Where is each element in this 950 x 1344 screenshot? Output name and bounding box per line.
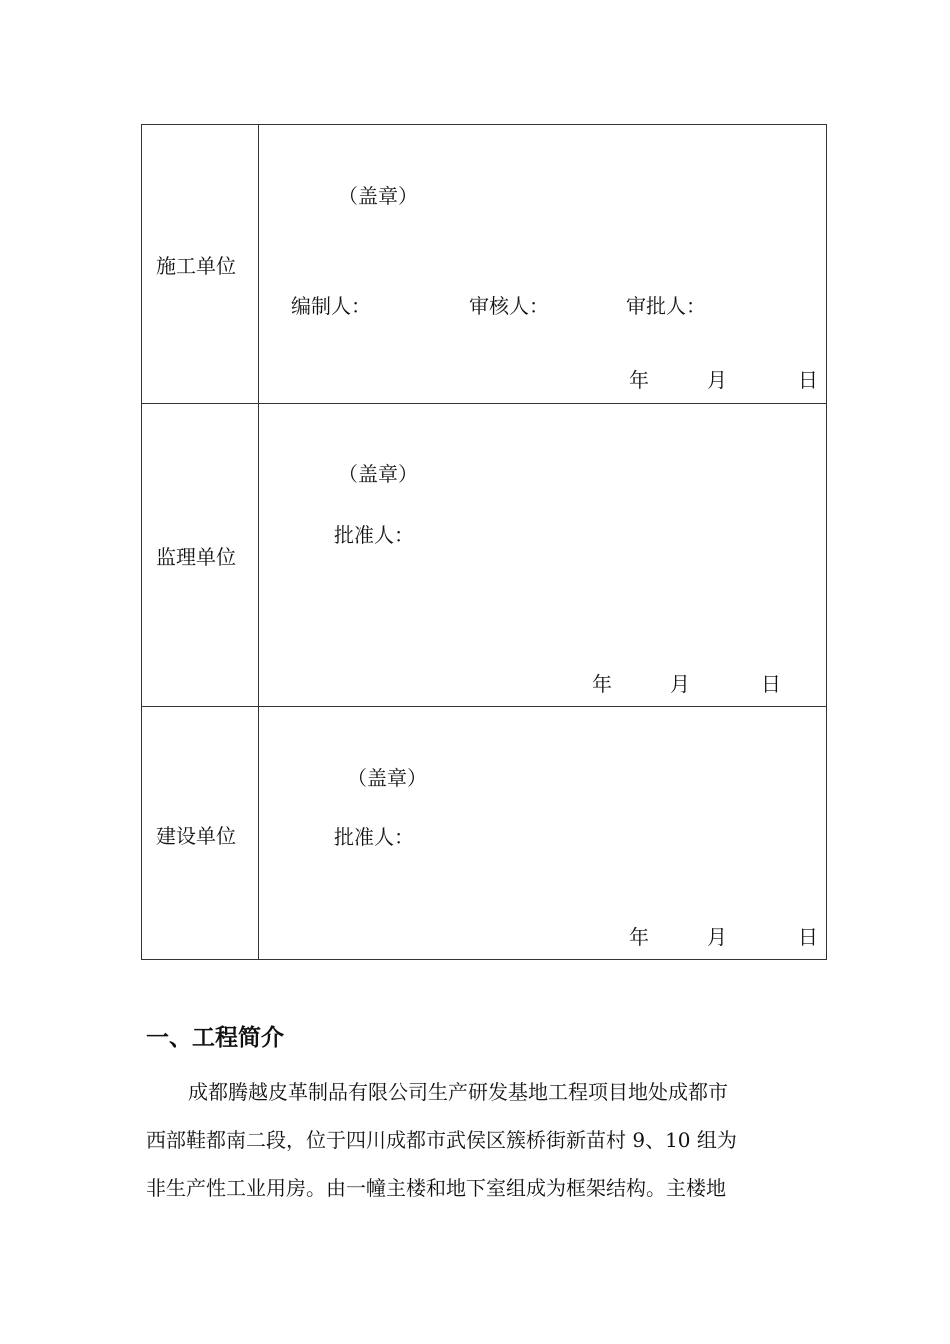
owner-year: 年 [629,925,649,949]
construction-seal: （盖章） [338,184,418,208]
owner-unit-label: 建设单位 [156,824,236,848]
row-divider [142,706,826,707]
reviewer-label: 审核人： [469,294,549,318]
project-intro-paragraph [146,1068,806,1212]
row-divider [142,403,826,404]
paragraph-line: 西部鞋都南二段，位于四川成都市武侯区簇桥街新苗村 9、10 组为 [146,1128,737,1152]
approval-table [141,124,827,960]
compiler-label: 编制人： [291,294,371,318]
construction-month: 月 [707,368,727,392]
construction-year: 年 [629,368,649,392]
supervision-year: 年 [592,672,612,696]
paragraph-line: 非生产性工业用房。由一幢主楼和地下室组成为框架结构。主楼地 [146,1176,726,1200]
construction-day: 日 [798,368,818,392]
supervision-seal: （盖章） [338,462,418,486]
supervision-unit-label: 监理单位 [156,545,236,569]
supervision-approver-label: 批准人： [334,523,414,547]
column-divider [258,125,259,959]
paragraph-line: 成都腾越皮革制品有限公司生产研发基地工程项目地处成都市 [188,1080,728,1104]
owner-month: 月 [707,925,727,949]
construction-unit-label: 施工单位 [156,254,236,278]
owner-seal: （盖章） [347,766,427,790]
supervision-month: 月 [670,672,690,696]
owner-day: 日 [798,925,818,949]
supervision-day: 日 [761,672,781,696]
approver-label: 审批人： [626,294,706,318]
owner-approver-label: 批准人： [334,825,414,849]
section-heading: 一、工程简介 [146,1025,284,1051]
